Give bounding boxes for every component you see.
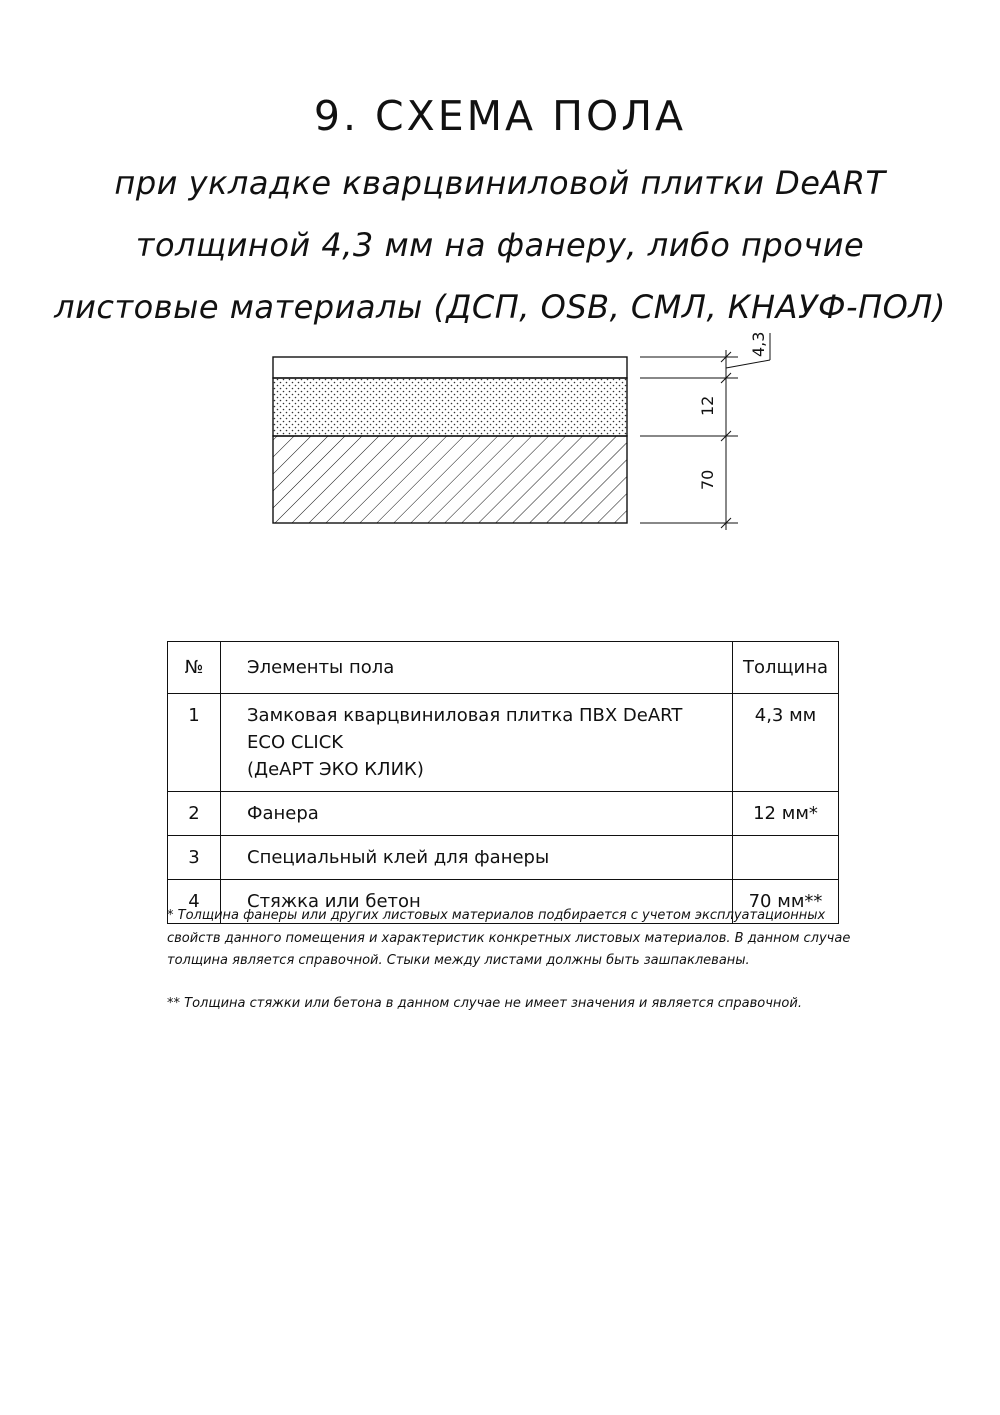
header-thickness: Толщина xyxy=(733,642,839,694)
table-row xyxy=(168,836,839,880)
subtitle-line-1: при укладке кварцвиниловой плитки DeART xyxy=(114,164,886,202)
dimension-label-plywood: 12 xyxy=(698,395,717,416)
row-element-name-line: Фанера xyxy=(247,803,319,824)
table-header-row xyxy=(168,642,839,694)
table-row xyxy=(168,694,839,792)
footnotes xyxy=(167,905,867,1035)
header-number: № xyxy=(168,642,221,694)
layer-screed xyxy=(273,436,627,523)
row-number: 3 xyxy=(168,836,221,880)
row-element-name xyxy=(221,836,733,880)
row-thickness: 12 мм* xyxy=(733,792,839,836)
subtitle-line-2: толщиной 4,3 мм на фанеру, либо прочие xyxy=(135,226,865,264)
floor-section-diagram xyxy=(0,325,1000,535)
row-element-name-line: Специальный клей для фанеры xyxy=(247,847,550,868)
dimension-lines xyxy=(640,333,770,530)
dimension-label-screed: 70 xyxy=(698,469,717,490)
layer-vinyl-tile xyxy=(273,357,627,378)
row-number: 4 xyxy=(168,880,221,924)
subtitle-line-3: листовые материалы (ДСП, OSB, СМЛ, КНАУФ-ПОЛ) xyxy=(54,288,946,326)
page-subtitle xyxy=(40,152,960,338)
row-element-name-line: (ДеАРТ ЭКО КЛИК) xyxy=(247,759,424,780)
header-elements: Элементы пола xyxy=(221,642,733,694)
floor-elements-table xyxy=(167,641,839,924)
dimension-label-tile: 4,3 xyxy=(749,331,768,357)
row-element-name-line: Стяжка или бетон xyxy=(247,891,421,912)
row-element-name-line: Замковая кварцвиниловая плитка ПВХ DeART ECO CLICK xyxy=(247,705,683,753)
page-title: 9. СХЕМА ПОЛА xyxy=(313,92,687,140)
footnote-plywood: * Толщина фанеры или других листовых материалов подбирается с учетом эксплуатационных свойств данного помещения и характеристик конкретных листовых материалов. В данном случае толщина является справочной. Стыки между листами должны быть зашпаклеваны. xyxy=(167,908,851,968)
row-thickness xyxy=(733,836,839,880)
row-number: 2 xyxy=(168,792,221,836)
row-element-name xyxy=(221,694,733,792)
footnote-screed: ** Толщина стяжки или бетона в данном случае не имеет значения и является справочной. xyxy=(167,995,802,1011)
row-element-name xyxy=(221,792,733,836)
row-number: 1 xyxy=(168,694,221,792)
table-row xyxy=(168,792,839,836)
row-thickness: 4,3 мм xyxy=(733,694,839,792)
layer-plywood xyxy=(273,378,627,436)
row-thickness: 70 мм** xyxy=(733,880,839,924)
